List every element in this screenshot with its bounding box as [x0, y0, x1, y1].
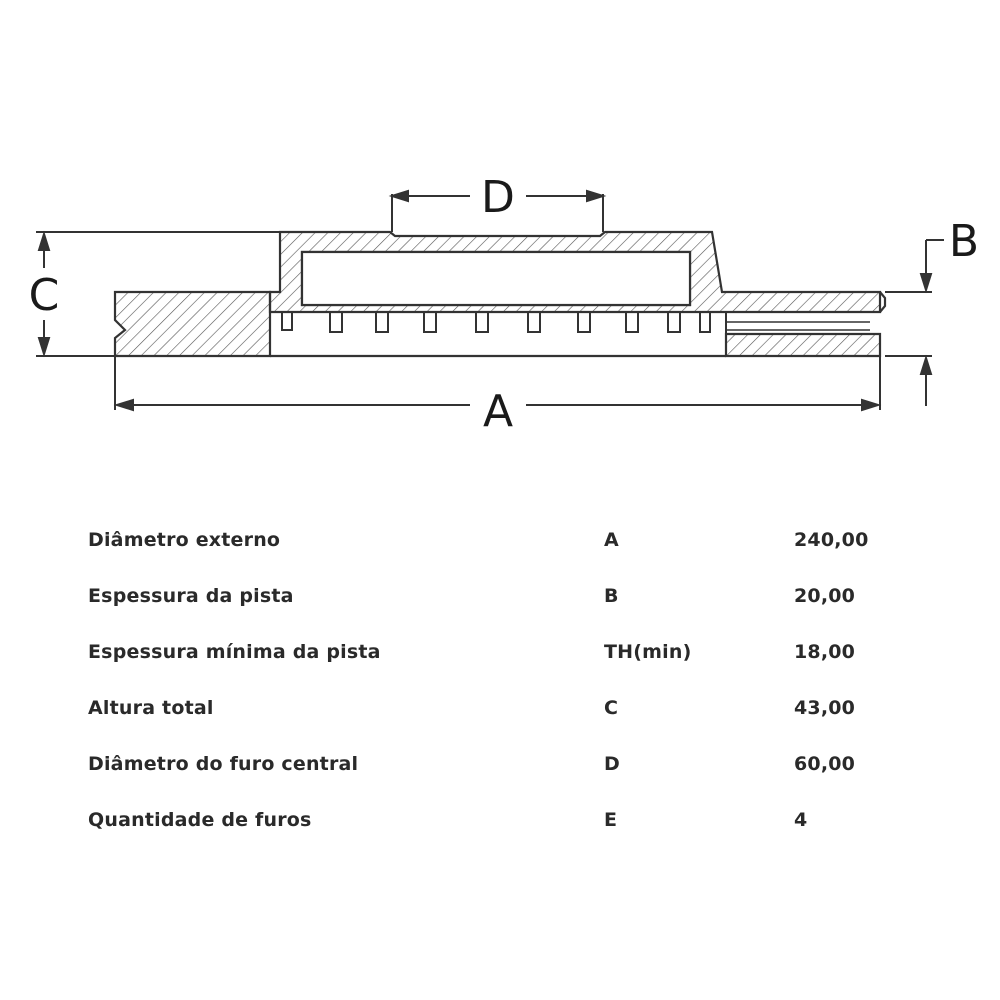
vent-slot [424, 312, 436, 332]
spec-value: 240,00 [794, 529, 869, 551]
left-rim [115, 292, 270, 356]
dimension-a-label: A [482, 386, 514, 437]
spec-value: 18,00 [794, 641, 856, 663]
vent-slot [476, 312, 488, 332]
spec-value: 20,00 [794, 585, 856, 607]
spec-code: C [604, 697, 619, 719]
disc-body [115, 232, 885, 356]
right-lower-plate [726, 334, 880, 356]
vent-slot [528, 312, 540, 332]
spec-value: 4 [794, 809, 808, 831]
table-row [88, 624, 908, 680]
dimension-c-label: C [28, 270, 60, 321]
specifications-table [88, 512, 908, 848]
vent-slot [282, 312, 292, 330]
spec-code: A [604, 529, 619, 551]
vent-slot [700, 312, 710, 332]
table-row [88, 512, 908, 568]
spec-code: B [604, 585, 619, 607]
hat-inner-cavity [302, 252, 690, 305]
spec-name: Quantidade de furos [88, 809, 312, 831]
spec-name: Espessura da pista [88, 585, 294, 607]
dimension-d-label: D [481, 172, 515, 223]
vent-slot [376, 312, 388, 332]
spec-code: E [604, 809, 618, 831]
spec-value: 60,00 [794, 753, 856, 775]
dimension-b [885, 240, 944, 406]
vent-slot [330, 312, 342, 332]
table-row [88, 680, 908, 736]
vent-slot [578, 312, 590, 332]
table-row [88, 736, 908, 792]
dimension-b-label: B [948, 216, 980, 267]
spec-code: TH(min) [604, 641, 692, 663]
vent-slot [626, 312, 638, 332]
table-row [88, 792, 908, 848]
spec-name: Altura total [88, 697, 214, 719]
spec-name: Diâmetro do furo central [88, 753, 359, 775]
vent-slot [668, 312, 680, 332]
spec-value: 43,00 [794, 697, 856, 719]
spec-name: Diâmetro externo [88, 529, 281, 551]
brake-disc-cross-section-diagram [0, 0, 1000, 470]
spec-name: Espessura mínima da pista [88, 641, 381, 663]
table-row [88, 568, 908, 624]
spec-code: D [604, 753, 620, 775]
